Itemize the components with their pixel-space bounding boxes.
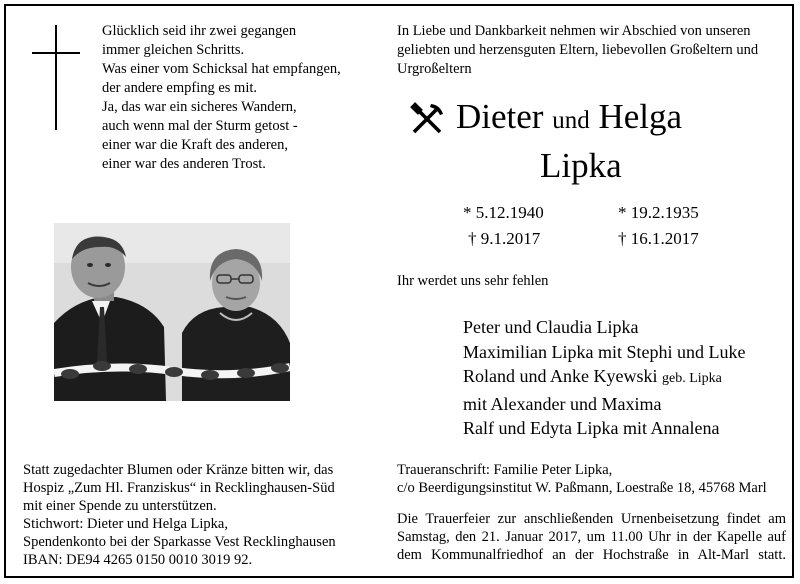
mourner-line: Ralf und Edyta Lipka mit Annalena [463,418,720,438]
mourners-list [463,315,745,441]
poem-line: auch wenn mal der Sturm getost - [102,118,298,134]
first-name-dieter: Dieter [456,97,544,136]
poem-line: einer war die Kraft des anderen, [102,137,288,153]
mourner-line: Peter und Claudia Lipka [463,317,639,337]
funeral-info [397,510,786,564]
donation-line: Statt zugedachter Blumen oder Kränze bitten wir, das [23,462,334,478]
poem-line: Ja, das war ein sicheres Wandern, [102,99,297,115]
funeral-line: dem Kommunalfriedhof an der Hochstraße in Alt-Marl statt. [397,547,786,563]
couple-photo [54,223,290,401]
poem-line: der andere empfing es mit. [102,80,258,96]
donation-note [23,461,373,569]
deceased-names [408,97,682,141]
address-line: Traueranschrift: Familie Peter Lipka, [397,462,613,478]
poem-line: Glücklich seid ihr zwei gegangen [102,23,297,39]
dates-helga [618,200,699,252]
poem-line: immer gleichen Schritts. [102,42,245,58]
maiden-name: geb. Lipka [661,371,722,386]
cross-icon [55,25,57,130]
funeral-line: Die Trauerfeier zur anschließenden Urnenbeisetzung findet am [397,511,786,527]
death-date: † 9.1.2017 [468,229,541,248]
birth-date: * 19.2.1935 [618,203,699,222]
first-name-helga: Helga [598,97,683,136]
mourning-address [397,461,767,497]
birth-date: * 5.12.1940 [463,203,544,222]
address-line: c/o Beerdigungsinstitut W. Paßmann, Loestraße 18, 45768 Marl [397,480,767,496]
mourner-line [463,364,745,392]
donation-line: mit einer Spende zu unterstützen. [23,498,217,514]
poem-line: Was einer vom Schicksal hat empfangen, [102,61,341,77]
miss-line: Ihr werdet uns sehr fehlen [397,273,549,289]
poem [102,22,341,174]
dates-dieter [463,200,544,252]
donation-line: Stichwort: Dieter und Helga Lipka, [23,516,228,532]
mourner-name: Roland und Anke Kyewski [463,366,658,386]
mourner-line: Maximilian Lipka mit Stephi und Luke [463,341,746,362]
couple-photo-illustration [54,223,290,401]
cross-icon-bar [32,52,80,54]
last-name: Lipka [540,146,622,185]
mourner-line: mit Alexander und Maxima [463,393,662,414]
donation-line: IBAN: DE94 4265 0150 0010 3019 92. [23,552,253,568]
poem-line: einer war des anderen Trost. [102,156,266,172]
funeral-line: Samstag, den 21. Januar 2017, um 11.00 Uhr in der Kapelle auf [397,529,786,545]
donation-line: Spendenkonto bei der Sparkasse Vest Recklinghausen [23,534,336,550]
death-date: † 16.1.2017 [618,229,699,248]
name-connector: und [552,107,590,134]
intro-text: In Liebe und Dankbarkeit nehmen wir Abschied von unseren geliebten und herzensguten Eltern, liebevollen Großeltern und Urgroßeltern [397,23,759,77]
donation-line: Hospiz „Zum Hl. Franziskus“ in Recklinghausen-Süd [23,480,335,496]
